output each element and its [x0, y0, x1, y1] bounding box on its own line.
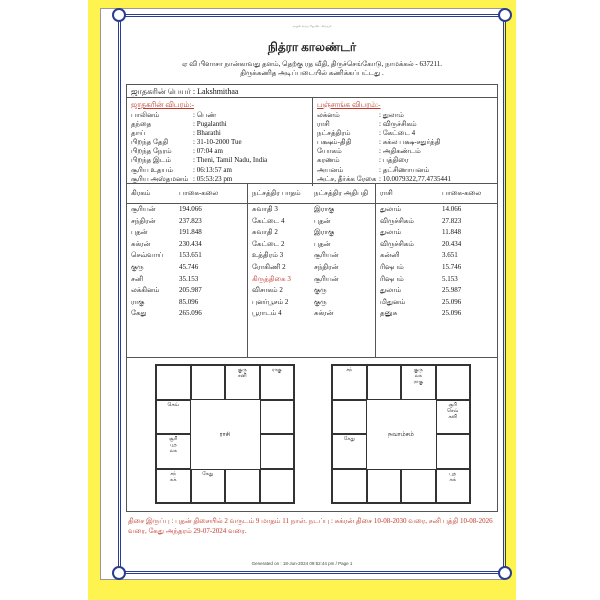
table-row [248, 262, 375, 274]
table-cell: 35.153 [179, 274, 199, 283]
table-cell: சந்திரன் [314, 262, 339, 271]
table-row [248, 297, 375, 309]
chart-house [156, 400, 191, 435]
table-cell: 25.987 [442, 286, 462, 295]
detail-value: : 10.0079322,77.4735441 [379, 174, 451, 183]
detail-key: நட்சத்திரம் [317, 129, 351, 138]
table-row [127, 262, 247, 274]
chart-house [260, 400, 295, 435]
table-cell: 27.823 [442, 216, 462, 225]
detail-value: : 05:53:23 pm [193, 174, 233, 183]
table-cell: புதன் [314, 239, 331, 248]
address-line-1: ஏ வி பிளாசா நான்காவது தளம், தெற்கு ரத வீதி, திருச்செங்கோடு, நாமக்கல் - 637211. [182, 60, 442, 68]
chart-center-label: ராசி [219, 432, 231, 438]
chart-house [367, 365, 402, 400]
table-cell: லக்கினம் [131, 286, 160, 295]
header-rasi: ராசி [380, 189, 393, 197]
header-planet: கிரகம் [131, 189, 151, 197]
header-star: நட்சத்திர பாதம் [252, 189, 301, 197]
table-cell: சுவாதி 2 [252, 228, 278, 237]
chart-planet: கேது [202, 471, 214, 477]
chart-planet: புத [169, 443, 177, 448]
detail-value: : தட்சிணாயனம் [379, 165, 430, 174]
detail-value: : பத்திரை [379, 156, 409, 165]
table-cell: குரு [314, 297, 327, 306]
table-cell: புதன் [131, 228, 148, 237]
table-cell: இராகு [314, 228, 335, 237]
table-cell: 230.434 [179, 239, 202, 248]
detail-row [131, 175, 308, 184]
table-row [376, 308, 497, 320]
table-row [248, 308, 375, 320]
detail-row [131, 120, 308, 129]
navamsa-chart [331, 364, 471, 504]
table-row [127, 204, 247, 216]
table-row [376, 250, 497, 262]
table-cell: இராகு [314, 205, 335, 213]
chart-planet: குரு [237, 368, 247, 373]
chart-planet: கேது [343, 437, 355, 442]
table-cell: 20.434 [442, 239, 462, 248]
detail-row [317, 175, 493, 184]
detail-row [317, 156, 493, 165]
name-value: Lakshmithaa [197, 87, 239, 96]
table-cell: சுவாதி 3 [252, 205, 278, 213]
table-cell: விருச்சிகம் [380, 239, 414, 248]
table-cell: 14.066 [442, 205, 462, 213]
birth-details-heading: ஜாதகரின் விபரம்:- [131, 100, 195, 109]
birth-details [127, 98, 312, 186]
detail-key: தாய் [131, 129, 146, 138]
rasi-column-header [376, 184, 497, 204]
rasi-chart [155, 364, 295, 504]
table-cell: கன்னி [380, 251, 400, 260]
table-cell: குரு [131, 262, 144, 271]
table-cell: 15.746 [442, 262, 462, 271]
detail-key: கரணம் [317, 156, 340, 165]
chart-house [332, 365, 367, 400]
header-rasi-degree: பாகை-கலை [442, 189, 482, 197]
table-cell: புனர்பூசம் 2 [252, 297, 289, 306]
table-cell: கேட்டை 2 [252, 239, 285, 248]
detail-key: பிறந்த இடம் [131, 156, 171, 165]
table-cell: தனுசு [380, 309, 398, 318]
details-grid [126, 98, 498, 184]
table-cell: 25.096 [442, 309, 462, 318]
table-cell: 194.066 [179, 205, 202, 213]
chart-house [225, 469, 260, 504]
detail-value: : 31-10-2000 Tue [193, 138, 242, 147]
table-cell: ராகு [131, 297, 145, 306]
table-row [127, 250, 247, 262]
detail-value: : Pugalanthi [193, 120, 227, 129]
table-row [248, 204, 375, 216]
chart-planet: சுக் [449, 477, 456, 483]
table-cell: சூரியன் [131, 205, 156, 213]
footer-generated: Generated on : 18-Jun-2024 09:52:44 pm / Page 1 [251, 561, 353, 566]
corner-ornament-icon [112, 566, 126, 580]
table-row [376, 297, 497, 309]
chart-house [156, 434, 191, 469]
chart-house [260, 434, 295, 469]
detail-row [317, 138, 493, 147]
panchangam-details [312, 98, 497, 186]
header-small-text: அருள் வாய் ஜோதிட மையம் [292, 24, 332, 28]
table-cell: 45.746 [179, 262, 199, 271]
table-cell: குரு [314, 286, 327, 295]
detail-key: பக்ஷம்-திதி [317, 138, 352, 147]
table-row [376, 239, 497, 251]
detail-value: : அதிகண்டம் [379, 147, 421, 156]
detail-row [131, 147, 308, 156]
star-column-header [248, 184, 375, 204]
table-cell: ரிஷபம் [380, 262, 404, 271]
table-row [127, 227, 247, 239]
detail-value: : சுக்ல பக்ஷ-சதுர்த்தி [379, 138, 441, 147]
chart-house [436, 434, 471, 469]
chart-planet: லக [414, 374, 422, 379]
table-row [376, 285, 497, 297]
chart-planet: சந் [346, 368, 353, 373]
table-row [248, 274, 375, 286]
table-cell: சனி [131, 274, 144, 283]
name-row [126, 84, 498, 98]
detail-key: ராசி [317, 120, 330, 129]
table-row [127, 297, 247, 309]
table-row [127, 216, 247, 228]
detail-row [317, 120, 493, 129]
corner-ornament-icon [112, 8, 126, 22]
chart-planet: சூரி [448, 402, 457, 408]
chart-house [156, 469, 191, 504]
chart-house [436, 469, 471, 504]
table-row [376, 227, 497, 239]
chart-center-label: நவாம்சம் [388, 432, 414, 438]
detail-row [317, 147, 493, 156]
chart-house [332, 434, 367, 469]
detail-row [317, 166, 493, 175]
chart-house [401, 365, 436, 400]
chart-house [436, 400, 471, 435]
detail-row [131, 156, 308, 165]
table-cell: துலாம் [380, 228, 402, 237]
table-cell: ரிஷபம் [380, 274, 404, 283]
detail-value: : 06:13:57 am [193, 165, 232, 174]
dasa-text: திசை இருப்பு : புதன் திசையில் 2 வருடம் 9 மாதம் 11 நாள். நடப்பு : சுக்ரன் திசை 10-08-2030 வரை, சனி புத்தி 10-08-2026 வரை, கேது அந்தரம் 29-07-2024 வரை. [128, 517, 493, 535]
table-cell: 205.987 [179, 286, 202, 295]
detail-value: : Bharathi [193, 129, 221, 138]
chart-planet: சந் [170, 471, 177, 477]
table-cell: பூராடம் 4 [252, 309, 282, 318]
planet-degree-column [127, 184, 247, 357]
table-row [248, 239, 375, 251]
detail-value: : கேட்டை 4 [379, 129, 416, 138]
detail-key: அயனம் [317, 165, 344, 174]
chart-house [260, 469, 295, 504]
chart-planet: சுக் [170, 477, 177, 483]
table-row [248, 285, 375, 297]
table-cell: சுக்ரன் [314, 309, 334, 318]
table-cell: விசாகம் 2 [252, 286, 283, 295]
chart-house [332, 469, 367, 504]
corner-ornament-icon [498, 566, 512, 580]
star-column [247, 184, 375, 357]
table-row [127, 239, 247, 251]
rasi-column [375, 184, 497, 357]
name-label: ஜாதகரின் பெயர் : [131, 87, 196, 96]
detail-key: யோகம் [317, 147, 342, 156]
table-row [376, 274, 497, 286]
chart-house [332, 400, 367, 435]
detail-key: சூரிய உதயம் [131, 165, 174, 174]
detail-row [131, 111, 308, 120]
chart-planet: சனி [237, 374, 247, 379]
table-cell: 237.823 [179, 216, 202, 225]
table-row [248, 250, 375, 262]
chart-house [436, 365, 471, 400]
detail-key: சூரிய அஸ்தமனம் [131, 174, 189, 183]
detail-key: தந்தை [131, 120, 152, 129]
chart-planet: லக [169, 449, 177, 454]
detail-value: : விருச்சிகம் [379, 120, 417, 129]
table-cell: விருச்சிகம் [380, 216, 414, 225]
table-cell: மிதுனம் [380, 297, 406, 306]
chart-planet: செவ் [167, 402, 179, 408]
table-cell: ரோகிணி 2 [252, 262, 286, 271]
detail-key: லக்னம் [317, 111, 340, 119]
chart-planet: குரு [413, 368, 423, 373]
planet-column-header [127, 184, 247, 204]
detail-row [131, 166, 308, 175]
table-cell: துலாம் [380, 286, 402, 295]
detail-key: பாலினம் [131, 111, 160, 119]
detail-value: : துலாம் [379, 111, 404, 119]
chart-planet: புத [449, 471, 457, 477]
chart-planet: ராகு [413, 380, 424, 385]
table-cell: 5.153 [442, 274, 458, 283]
detail-key: அட்ச, தீர்க்க ரேகை [317, 174, 377, 183]
chart-planet: சனி [448, 414, 458, 420]
detail-value: : Theni, Tamil Nadu, India [193, 156, 268, 165]
table-row [376, 216, 497, 228]
charts-area [126, 358, 498, 512]
table-cell: சூரியன் [314, 251, 339, 260]
address [126, 60, 498, 78]
header-degree: பாகை-கலை [179, 189, 219, 197]
horoscope-document [126, 24, 498, 536]
detail-row [131, 138, 308, 147]
table-cell: கேது [131, 309, 147, 318]
chart-planet: செவ் [447, 408, 459, 414]
table-cell: சுக்ரன் [131, 239, 151, 248]
chart-house [225, 365, 260, 400]
table-row [127, 274, 247, 286]
table-cell: 25.096 [442, 297, 462, 306]
chart-planet: சூரி [169, 437, 178, 442]
table-cell: 265.096 [179, 309, 202, 318]
detail-row [131, 129, 308, 138]
table-row [127, 308, 247, 320]
chart-house [191, 469, 226, 504]
table-cell: சூரியன் [314, 274, 339, 283]
detail-row [317, 111, 493, 120]
table-cell: 85.096 [179, 297, 199, 306]
chart-house [191, 365, 226, 400]
corner-ornament-icon [498, 8, 512, 22]
chart-house [367, 469, 402, 504]
header-star-lord: நட்சத்திர அதிபதி [314, 189, 369, 197]
table-cell: உத்திரம் 3 [252, 251, 284, 260]
detail-value: : 07:04 am [193, 147, 223, 156]
table-cell: கேட்டை 4 [252, 216, 285, 225]
table-cell: புதன் [314, 216, 331, 225]
table-row [248, 227, 375, 239]
table-cell: 191.848 [179, 228, 202, 237]
detail-key: பிறந்த நேரம் [131, 147, 172, 156]
address-line-2: திருக்கணித அடிப்படையில் கணிக்கப்பட்டது . [240, 69, 384, 77]
table-cell: கிருத்திகை 3 [252, 274, 291, 283]
table-cell: 11.848 [442, 228, 461, 237]
table-cell: 153.651 [179, 251, 202, 260]
table-cell: துலாம் [380, 205, 402, 213]
planet-table [126, 184, 498, 358]
table-row [376, 204, 497, 216]
table-cell: செவ்வாய் [131, 251, 164, 260]
detail-key: பிறந்த தேதி [131, 138, 169, 147]
table-row [127, 285, 247, 297]
chart-house [156, 365, 191, 400]
table-cell: 3.651 [442, 251, 458, 260]
chart-house [260, 365, 295, 400]
table-cell: சந்திரன் [131, 216, 156, 225]
detail-value: : பெண் [193, 111, 217, 119]
document-title: நித்ரா காலண்டர் [267, 40, 357, 54]
chart-house [401, 469, 436, 504]
chart-planet: ராகு [271, 368, 282, 373]
table-row [376, 262, 497, 274]
panchangam-heading: பஞ்சாங்க விபரம்:- [317, 100, 381, 109]
detail-row [317, 129, 493, 138]
table-row [248, 216, 375, 228]
